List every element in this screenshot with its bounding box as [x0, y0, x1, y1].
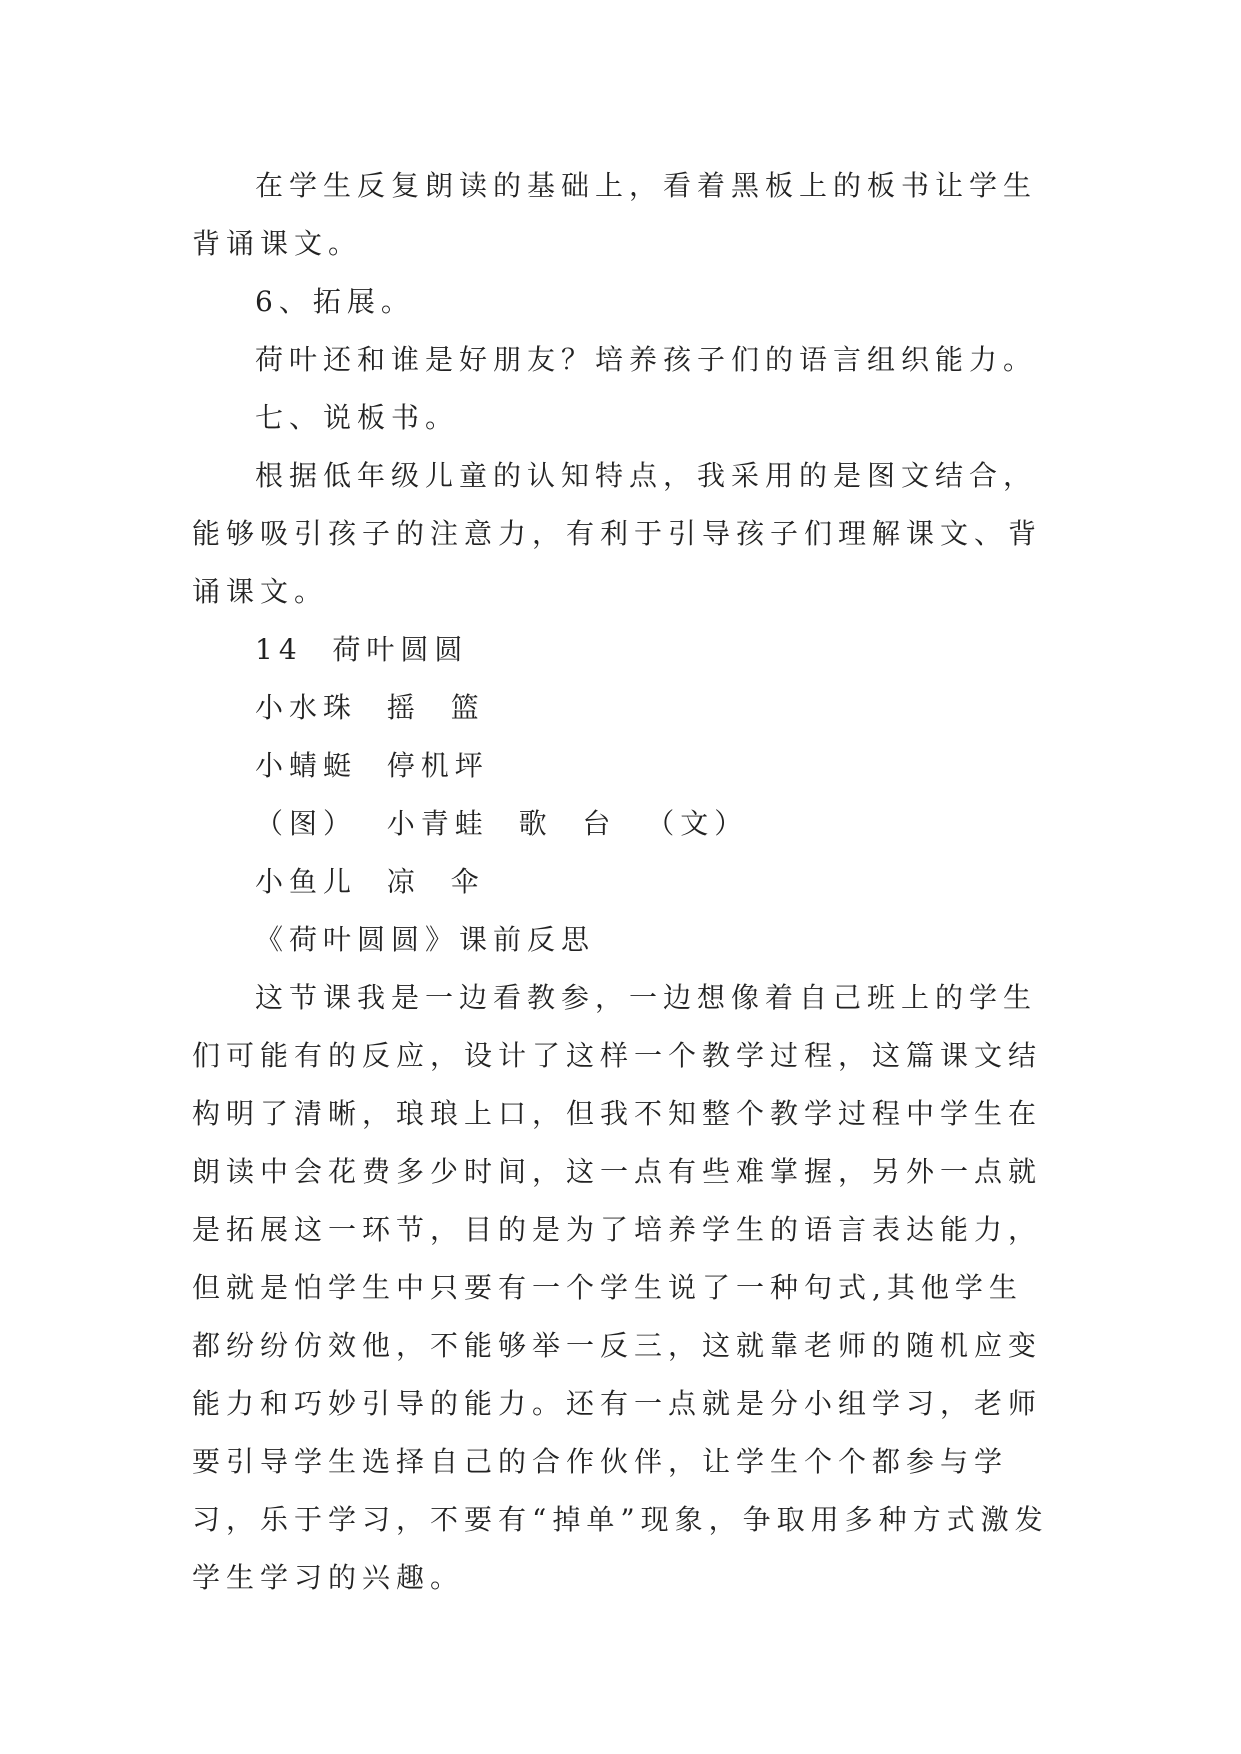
board-line-4: 小鱼儿 凉 伞 [255, 865, 485, 898]
paragraph-blackboard: 根据低年级儿童的认知特点，我采用的是图文结合，能够吸引孩子的注意力，有利于引导孩子们理解课文、背诵课文。 [192, 459, 1043, 608]
reflection-title: 《荷叶圆圆》课前反思 [255, 923, 596, 956]
board-line-1: 小水珠 摇 篮 [255, 691, 485, 724]
heading-blackboard: 七、说板书。 [255, 401, 460, 434]
paragraph-recite: 在学生反复朗读的基础上，看着黑板上的板书让学生背诵课文。 [192, 169, 1038, 260]
board-line-3: （图） 小青蛙 歌 台 （文） [255, 807, 749, 840]
paragraph-extension: 荷叶还和谁是好朋友？培养孩子们的语言组织能力。 [255, 343, 1038, 376]
paragraph-reflection: 这节课我是一边看教参，一边想像着自己班上的学生们可能有的反应，设计了这样一个教学过程，这篇课文结构明了清晰，琅琅上口，但我不知整个教学过程中学生在朗读中会花费多少时间，这一点有些难掌握，另外一点就是拓展这一环节，目的是为了培养学生的语言表达能力，但就是怕学生中只要有一个学生说了一种句式,其他学生都纷纷仿效他，不能够举一反三，这就靠老师的随机应变能力和巧妙引导的能力。还有一点就是分小组学习，老师要引导学生选择自己的合作伙伴，让学生个个都参与学习，乐于学习，不要有“掉单”现象，争取用多种方式激发学生学习的兴趣。 [192, 981, 1049, 1594]
document-body [192, 157, 1052, 1607]
board-title: 14 荷叶圆圆 [255, 633, 469, 666]
board-line-2: 小蜻蜓 停机坪 [255, 749, 489, 782]
heading-extension: 6、拓展。 [255, 285, 415, 318]
